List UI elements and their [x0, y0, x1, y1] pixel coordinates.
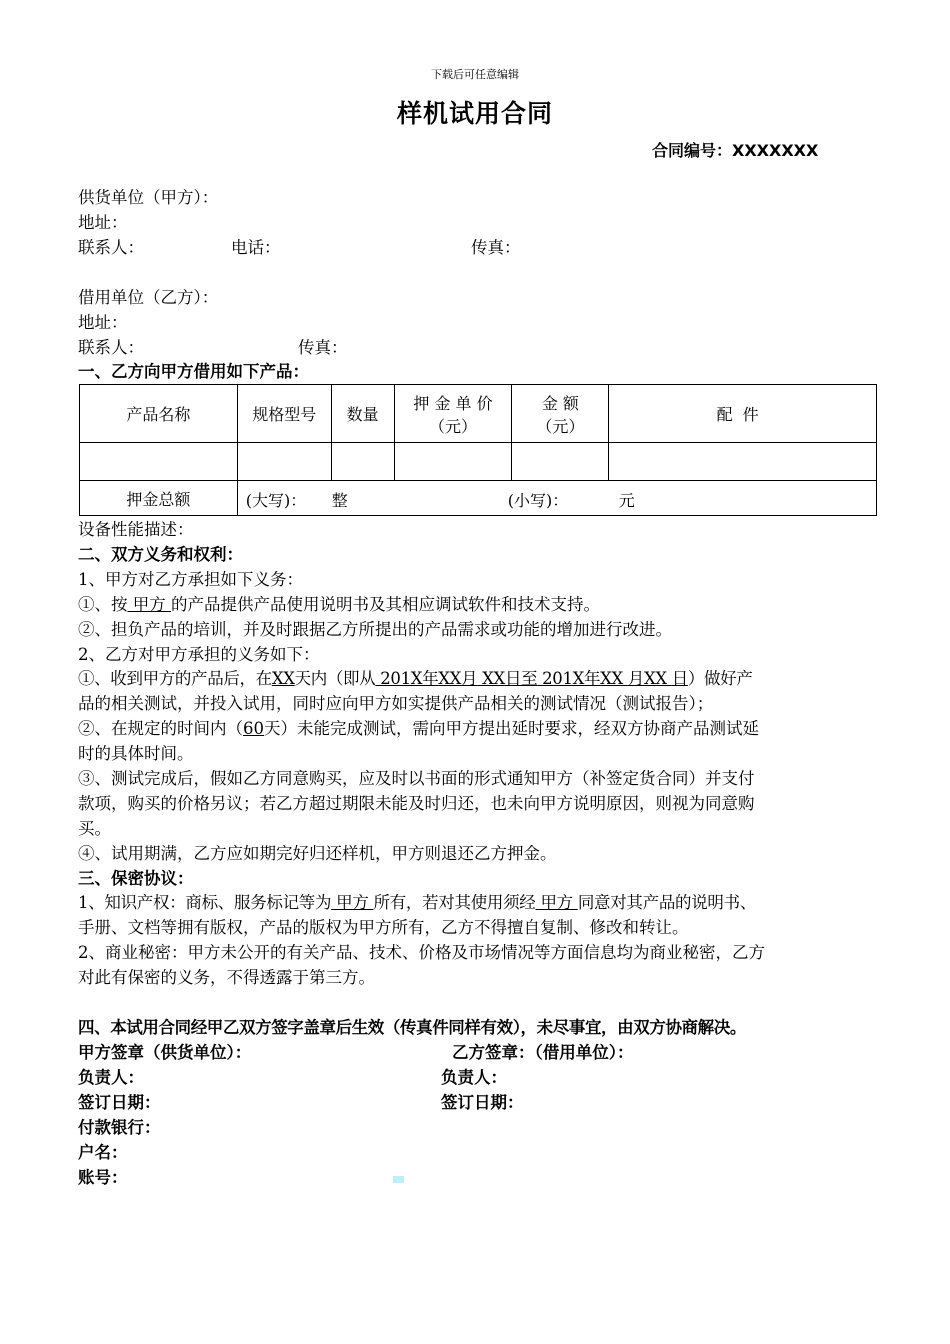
underlined-field: 月 — [461, 669, 478, 688]
underlined-field: XX — [600, 669, 628, 688]
col-deposit-price-line2: （元） — [428, 416, 477, 436]
underlined-field: 月 — [627, 669, 645, 688]
text: 天）未能完成测试，需向甲方提出延时要求，经双方协商产品测试延 — [264, 719, 759, 738]
underlined-field: XX — [438, 669, 462, 688]
underlined-field: XX — [644, 669, 672, 688]
party-a-address: 地址： — [78, 213, 128, 232]
section-3-heading: 三、保密协议： — [78, 869, 194, 888]
table-cell — [609, 443, 877, 481]
party-b-obligation-3-cont2: 买。 — [78, 819, 111, 838]
table-cell — [512, 443, 609, 481]
underlined-field: 日 — [671, 669, 688, 688]
underlined-field: 201X — [537, 669, 584, 688]
underlined-field: 甲方 — [127, 595, 171, 614]
trade-secret-clause: 2、商业秘密：甲方未公开的有关产品、技术、价格及市场情况等方面信息均为商业秘密，乙方 — [78, 943, 765, 962]
party-b-obligations-title: 2、乙方对甲方承担的义务如下： — [78, 645, 320, 664]
trade-secret-clause-cont: 对此有保密的义务，不得透露于第三方。 — [78, 968, 375, 987]
table-cell — [394, 443, 512, 481]
account-name: 户名： — [78, 1143, 128, 1162]
party-b-obligation-3: ③、测试完成后，假如乙方同意购买，应及时以书面的形式通知甲方（补签定货合同）并支付 — [78, 769, 755, 788]
col-accessories: 配件 — [609, 385, 877, 443]
party-b-obligation-1-cont: 品的相关测试，并投入试用，同时应向甲方如实提供产品相关的测试情况（测试报告）； — [78, 694, 714, 713]
underlined-field: 日至 — [504, 669, 538, 688]
party-b-obligation-2 — [78, 717, 759, 741]
party-b-fax: 传真： — [298, 338, 348, 357]
underlined-field: 60 — [243, 719, 264, 738]
table-cell — [331, 443, 394, 481]
page-title: 样机试用合同 — [396, 99, 553, 128]
text: 的产品提供产品使用说明书及其相应调试软件和技术支持。 — [171, 595, 600, 614]
section-2-heading: 二、双方义务和权利： — [78, 545, 243, 564]
col-amount-line2: （元） — [536, 416, 585, 436]
table-header-row — [80, 385, 877, 443]
party-a-signature: 甲方签章（供货单位）： — [78, 1043, 252, 1062]
party-b-obligation-1 — [78, 667, 752, 691]
ip-clause — [78, 891, 756, 915]
party-a-fax: 传真： — [471, 238, 521, 257]
party-b-obligation-2-cont: 时的具体时间。 — [78, 744, 194, 763]
total-upper-zheng: 整 — [331, 491, 348, 510]
text: ①、收到甲方的产品后，在 — [78, 669, 272, 688]
party-b-date: 签订日期： — [441, 1093, 524, 1112]
text: 1、知识产权：商标、服务标记等为 — [78, 893, 332, 912]
party-a-obligation-1 — [78, 593, 600, 617]
party-a-unit: 供货单位（甲方）： — [78, 188, 219, 207]
party-b-contact: 联系人： — [78, 338, 144, 357]
section-1-heading: 一、乙方向甲方借用如下产品： — [78, 362, 309, 381]
product-table — [79, 384, 877, 516]
table-cell — [237, 443, 331, 481]
cursor-marker — [393, 1176, 404, 1183]
party-a-person: 负责人： — [78, 1068, 144, 1087]
party-b-address: 地址： — [78, 313, 128, 332]
underlined-field: 甲方 — [331, 893, 374, 912]
col-amount-line1: 金 额 — [541, 393, 579, 413]
text: ①、按 — [78, 595, 128, 614]
account-number: 账号： — [78, 1168, 128, 1187]
col-model: 规格型号 — [237, 385, 331, 443]
party-a-contact: 联系人： — [78, 238, 144, 257]
payment-bank: 付款银行： — [78, 1118, 161, 1137]
section-4-heading: 四、本试用合同经甲乙双方签字盖章后生效（传真件同样有效），未尽事宜，由双方协商解决。 — [78, 1018, 746, 1037]
deposit-total-row — [80, 481, 877, 516]
table-row — [80, 443, 877, 481]
party-b-signature: 乙方签章：（借用单位）： — [452, 1043, 634, 1062]
deposit-total-label: 押金总额 — [80, 481, 238, 516]
deposit-total-value — [237, 481, 876, 516]
underlined-field: 201X — [375, 669, 423, 688]
col-deposit-price — [394, 385, 512, 443]
total-upper-label: (大写)： — [245, 491, 307, 510]
text: 天内（即从 — [294, 669, 376, 688]
underlined-field: 年 — [422, 669, 439, 688]
top-note: 下载后可任意编辑 — [431, 68, 519, 81]
underlined-field: XX — [271, 669, 295, 688]
table-cell — [80, 443, 238, 481]
col-deposit-price-line1: 押 金 单 价 — [413, 393, 493, 413]
underlined-field: 年 — [584, 669, 601, 688]
contract-number: 合同编号：XXXXXXX — [652, 141, 819, 160]
party-b-obligation-3-cont: 款项，购买的价格另议；若乙方超过期限未能及时归还，也未向甲方说明原因，则视为同意购 — [78, 794, 755, 813]
col-quantity: 数量 — [331, 385, 394, 443]
party-b-obligation-4: ④、试用期满，乙方应如期完好归还样机，甲方则退还乙方押金。 — [78, 844, 557, 863]
col-amount — [512, 385, 609, 443]
text: 所有，若对其使用须经 — [373, 893, 536, 912]
col-product-name: 产品名称 — [80, 385, 238, 443]
text: ）做好产 — [687, 669, 753, 688]
party-b-unit: 借用单位（乙方）： — [78, 288, 219, 307]
party-a-obligations-title: 1、甲方对乙方承担如下义务： — [78, 570, 303, 589]
underlined-field: 甲方 — [535, 893, 578, 912]
total-lower-yuan: 元 — [618, 491, 635, 510]
ip-clause-cont: 手册、文档等拥有版权，产品的版权为甲方所有，乙方不得擅自复制、修改和转让。 — [78, 918, 689, 937]
party-a-date: 签订日期： — [78, 1093, 161, 1112]
text: 同意对其产品的说明书、 — [577, 893, 757, 912]
party-a-phone: 电话： — [231, 238, 281, 257]
total-lower-label: (小写)： — [507, 491, 569, 510]
text: ②、在规定的时间内（ — [78, 719, 243, 738]
underlined-field: XX — [477, 669, 505, 688]
party-b-person: 负责人： — [441, 1068, 507, 1087]
performance-description: 设备性能描述： — [78, 520, 194, 539]
party-a-obligation-2: ②、担负产品的培训，并及时跟据乙方所提出的产品需求或功能的增加进行改进。 — [78, 620, 672, 639]
